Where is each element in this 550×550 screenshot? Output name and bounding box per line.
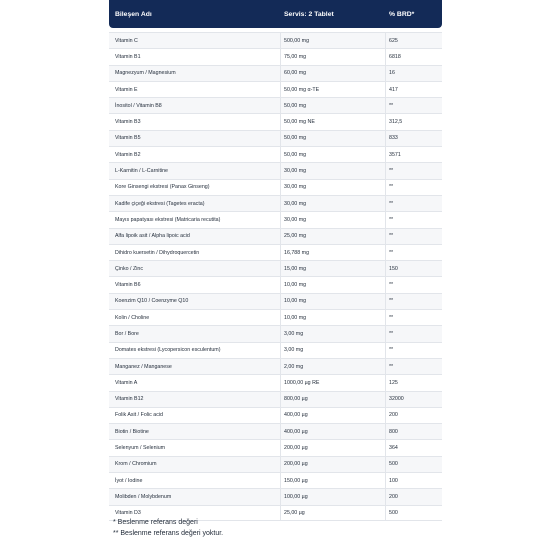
ingredient-name-cell: Vitamin B5	[109, 131, 281, 146]
brd-percent-cell: 32000	[389, 396, 404, 403]
table-row	[109, 146, 442, 162]
table-row	[109, 456, 442, 472]
brd-percent-cell: **	[389, 249, 394, 256]
table-row	[109, 309, 442, 325]
ingredient-name-cell: Kadife çiçeği ekstresi (Tagetes eracta)	[109, 196, 281, 211]
brd-percent-cell: **	[389, 184, 394, 191]
ingredient-name-cell: Vitamin E	[109, 82, 281, 97]
brd-percent-cell: **	[389, 168, 394, 175]
brd-percent-cell: 500	[389, 461, 398, 468]
brd-percent-cell: **	[389, 363, 394, 370]
brd-percent-cell: 125	[389, 379, 398, 386]
ingredient-name-cell: Bor / Bore	[109, 326, 281, 341]
serving-amount-cell: 400,00 µg	[281, 424, 386, 439]
brd-percent-cell: 364	[389, 445, 398, 452]
brd-percent-cell: 6818	[389, 53, 401, 60]
brd-percent-cell: **	[389, 216, 394, 223]
brd-percent-cell: 200	[389, 493, 398, 500]
table-row	[109, 162, 442, 178]
serving-amount-cell: 1000,00 µg RE	[281, 375, 386, 390]
ingredient-name-cell: Molibden / Molybdenum	[109, 489, 281, 504]
serving-amount-cell: 16,788 mg	[281, 245, 386, 260]
brd-percent-cell: 100	[389, 477, 398, 484]
serving-amount-cell: 3,00 mg	[281, 343, 386, 358]
table-row	[109, 276, 442, 292]
serving-amount-cell: 500,00 mg	[281, 33, 386, 48]
brd-percent-cell: **	[389, 347, 394, 354]
serving-amount-cell: 50,00 mg α-TE	[281, 82, 386, 97]
brd-percent-cell: **	[389, 282, 394, 289]
table-body	[109, 32, 442, 521]
ingredient-name-cell: Kore Ginsengi ekstresi (Panax Ginseng)	[109, 180, 281, 195]
header-brd-percent: % BRD*	[389, 10, 415, 18]
serving-amount-cell: 10,00 mg	[281, 277, 386, 292]
ingredient-name-cell: Alfa lipoik asit / Alpha lipoic acid	[109, 229, 281, 244]
table-row	[109, 195, 442, 211]
ingredient-name-cell: L-Karnitin / L-Carnitine	[109, 163, 281, 178]
table-row	[109, 179, 442, 195]
ingredient-name-cell: Magnezyum / Magnesium	[109, 66, 281, 81]
ingredient-name-cell: Kolin / Choline	[109, 310, 281, 325]
table-row	[109, 260, 442, 276]
header-serving: Servis: 2 Tablet	[284, 10, 334, 18]
ingredient-name-cell: Krom / Chromium	[109, 457, 281, 472]
serving-amount-cell: 25,00 mg	[281, 229, 386, 244]
ingredient-name-cell: Folik Asit / Folic acid	[109, 408, 281, 423]
brd-percent-cell: 150	[389, 265, 398, 272]
table-row	[109, 244, 442, 260]
table-row	[109, 325, 442, 341]
serving-amount-cell: 50,00 mg	[281, 131, 386, 146]
serving-amount-cell: 100,00 µg	[281, 489, 386, 504]
brd-percent-cell: **	[389, 298, 394, 305]
ingredient-name-cell: Vitamin D3	[109, 506, 281, 520]
ingredient-name-cell: Vitamin B12	[109, 392, 281, 407]
header-ingredient-name: Bileşen Adı	[115, 10, 152, 18]
ingredient-name-cell: Koenzim Q10 / Coenzyme Q10	[109, 294, 281, 309]
brd-percent-cell: **	[389, 200, 394, 207]
table-row	[109, 97, 442, 113]
serving-amount-cell: 60,00 mg	[281, 66, 386, 81]
serving-amount-cell: 800,00 µg	[281, 392, 386, 407]
ingredient-name-cell: Vitamin B1	[109, 49, 281, 64]
serving-amount-cell: 15,00 mg	[281, 261, 386, 276]
ingredient-name-cell: Mayıs papatyası ekstresi (Matricaria recutita)	[109, 212, 281, 227]
table-row	[109, 211, 442, 227]
ingredient-name-cell: Vitamin B3	[109, 114, 281, 129]
ingredient-name-cell: Selenyum / Selenium	[109, 440, 281, 455]
supplement-facts-table	[109, 0, 442, 521]
serving-amount-cell: 400,00 µg	[281, 408, 386, 423]
table-row	[109, 113, 442, 129]
brd-percent-cell: 625	[389, 37, 398, 44]
table-row	[109, 81, 442, 97]
table-row	[109, 293, 442, 309]
table-row	[109, 472, 442, 488]
serving-amount-cell: 30,00 mg	[281, 163, 386, 178]
table-row	[109, 407, 442, 423]
brd-percent-cell: **	[389, 314, 394, 321]
serving-amount-cell: 10,00 mg	[281, 294, 386, 309]
serving-amount-cell: 25,00 µg	[281, 506, 386, 520]
brd-percent-cell: 500	[389, 509, 398, 516]
table-row	[109, 342, 442, 358]
serving-amount-cell: 2,00 mg	[281, 359, 386, 374]
serving-amount-cell: 150,00 µg	[281, 473, 386, 488]
table-row	[109, 374, 442, 390]
brd-percent-cell: 3571	[389, 151, 401, 158]
brd-percent-cell: 417	[389, 86, 398, 93]
serving-amount-cell: 30,00 mg	[281, 180, 386, 195]
serving-amount-cell: 30,00 mg	[281, 212, 386, 227]
table-row	[109, 358, 442, 374]
ingredient-name-cell: Vitamin A	[109, 375, 281, 390]
ingredient-name-cell: İnositol / Vitamin B8	[109, 98, 281, 113]
serving-amount-cell: 3,00 mg	[281, 326, 386, 341]
brd-percent-cell: **	[389, 233, 394, 240]
ingredient-name-cell: Vitamin B6	[109, 277, 281, 292]
brd-percent-cell: 833	[389, 135, 398, 142]
brd-percent-cell: **	[389, 330, 394, 337]
ingredient-name-cell: Çinko / Zinc	[109, 261, 281, 276]
serving-amount-cell: 200,00 µg	[281, 457, 386, 472]
ingredient-name-cell: Vitamin B2	[109, 147, 281, 162]
brd-percent-cell: 800	[389, 428, 398, 435]
brd-percent-cell: 312,5	[389, 119, 403, 126]
serving-amount-cell: 75,00 mg	[281, 49, 386, 64]
ingredient-name-cell: Dihidro kuersetin / Dihydroquercetin	[109, 245, 281, 260]
table-row	[109, 391, 442, 407]
table-row	[109, 48, 442, 64]
table-row	[109, 65, 442, 81]
ingredient-name-cell: İyot / Iodine	[109, 473, 281, 488]
table-row	[109, 228, 442, 244]
table-row	[109, 130, 442, 146]
footnotes	[113, 518, 223, 539]
brd-percent-cell: 200	[389, 412, 398, 419]
ingredient-name-cell: Domates ekstresi (Lycopersicon esculentum)	[109, 343, 281, 358]
serving-amount-cell: 50,00 mg	[281, 147, 386, 162]
serving-amount-cell: 10,00 mg	[281, 310, 386, 325]
table-header	[109, 0, 442, 28]
brd-percent-cell: **	[389, 102, 394, 109]
serving-amount-cell: 30,00 mg	[281, 196, 386, 211]
ingredient-name-cell: Vitamin C	[109, 33, 281, 48]
table-row	[109, 488, 442, 504]
brd-percent-cell: 16	[389, 70, 395, 77]
table-row	[109, 423, 442, 439]
serving-amount-cell: 50,00 mg NE	[281, 114, 386, 129]
footnote-reference-value: * Beslenme referans değeri	[113, 519, 198, 526]
serving-amount-cell: 200,00 µg	[281, 440, 386, 455]
ingredient-name-cell: Biotin / Biotine	[109, 424, 281, 439]
table-row	[109, 439, 442, 455]
table-row	[109, 32, 442, 48]
ingredient-name-cell: Manganez / Manganese	[109, 359, 281, 374]
serving-amount-cell: 50,00 mg	[281, 98, 386, 113]
footnote-no-reference-value: ** Beslenme referans değeri yoktur.	[113, 529, 224, 537]
